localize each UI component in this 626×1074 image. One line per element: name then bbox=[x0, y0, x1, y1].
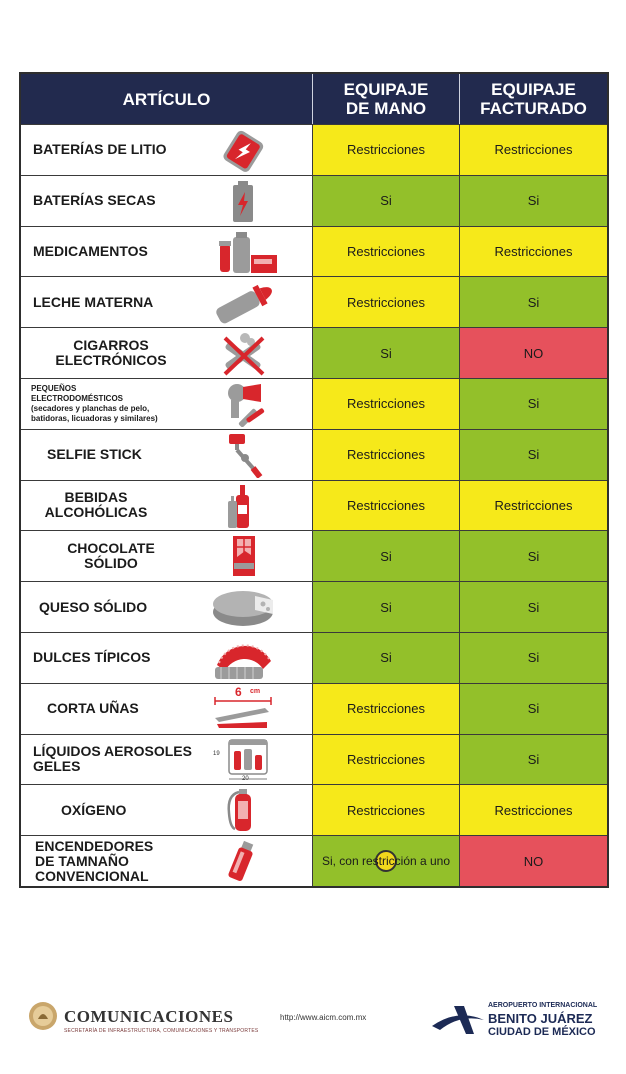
selfie-stick-icon bbox=[207, 432, 279, 478]
header-checked: EQUIPAJE FACTURADO bbox=[480, 80, 587, 118]
item-label: CHOCOLATE SÓLIDO bbox=[67, 540, 155, 572]
org-subtitle: SECRETARÍA DE INFRAESTRUCTURA, COMUNICACIONES Y TRANSPORTES bbox=[64, 1028, 259, 1034]
bottles-icon bbox=[207, 483, 279, 529]
table-row bbox=[21, 530, 607, 581]
item-cell bbox=[21, 227, 313, 277]
item-label: OXÍGENO bbox=[61, 801, 127, 818]
airport-line1: AEROPUERTO INTERNACIONAL bbox=[488, 1002, 598, 1009]
item-cell bbox=[21, 481, 313, 531]
item-label: QUESO SÓLIDO bbox=[39, 598, 148, 615]
checked-status: Si bbox=[460, 633, 607, 683]
checked-status: Si bbox=[460, 735, 607, 785]
website-link[interactable]: http://www.aicm.com.mx bbox=[280, 1013, 367, 1022]
table-row bbox=[21, 480, 607, 531]
item-label: SELFIE STICK bbox=[47, 446, 142, 463]
item-cell bbox=[21, 328, 313, 378]
bag-width: 20 bbox=[242, 775, 249, 782]
table-row bbox=[21, 175, 607, 226]
item-cell bbox=[21, 785, 313, 835]
carry-on-status bbox=[313, 836, 460, 886]
checked-status: Si bbox=[460, 430, 607, 480]
item-cell bbox=[21, 277, 313, 327]
carry-on-status: Restricciones bbox=[313, 125, 460, 175]
checked-status: Si bbox=[460, 582, 607, 632]
item-label: CORTA UÑAS bbox=[47, 700, 139, 717]
checked-status: Si bbox=[460, 531, 607, 581]
item-cell bbox=[21, 684, 313, 734]
carry-on-status: Restricciones bbox=[313, 277, 460, 327]
table-row bbox=[21, 734, 607, 785]
item-label: PEQUEÑOS ELECTRODOMÉSTICOS (secadores y planchas de pelo, batidoras, licuadoras y similares) bbox=[31, 383, 158, 423]
carry-on-status: Si bbox=[313, 531, 460, 581]
chocolate-icon bbox=[207, 533, 279, 579]
carry-on-status: Restricciones bbox=[313, 481, 460, 531]
carry-on-status: Restricciones bbox=[313, 735, 460, 785]
dry-battery-icon bbox=[207, 178, 279, 224]
checked-status: Restricciones bbox=[460, 481, 607, 531]
header-carry-on: EQUIPAJE DE MANO bbox=[313, 74, 460, 124]
oxygen-tank-icon bbox=[207, 787, 279, 833]
item-label: ENCENDEDORES DE TAMNAÑO CONVENCIONAL bbox=[35, 837, 154, 884]
airplane-logo-icon bbox=[430, 1000, 486, 1036]
item-label: CIGARROS ELECTRÓNICOS bbox=[55, 337, 167, 369]
table-row bbox=[21, 784, 607, 835]
lighter-icon bbox=[207, 838, 279, 884]
item-cell bbox=[21, 379, 313, 429]
carry-on-status: Si bbox=[313, 328, 460, 378]
table-row bbox=[21, 327, 607, 378]
checked-status: Restricciones bbox=[460, 785, 607, 835]
hair-dryer-icon bbox=[207, 381, 279, 427]
liquids-bag-icon bbox=[207, 737, 279, 783]
airport-line3: CIUDAD DE MÉXICO bbox=[488, 1026, 596, 1038]
nail-clipper-icon bbox=[207, 686, 279, 732]
carry-on-status: Si bbox=[313, 176, 460, 226]
carry-on-status: Restricciones bbox=[313, 785, 460, 835]
table-header bbox=[21, 74, 607, 124]
carry-on-status-text: Si, con restricción a uno bbox=[321, 854, 451, 869]
checked-status: Si bbox=[460, 176, 607, 226]
restrictions-table bbox=[19, 72, 609, 888]
comunicaciones-logo bbox=[28, 1001, 259, 1036]
footer bbox=[0, 996, 626, 1046]
checked-status: NO bbox=[460, 328, 607, 378]
table-row bbox=[21, 226, 607, 277]
table-row bbox=[21, 835, 607, 886]
item-cell bbox=[21, 836, 313, 886]
item-label: BATERÍAS DE LITIO bbox=[33, 141, 167, 158]
bag-height: 19 bbox=[213, 750, 220, 757]
item-label: BATERÍAS SECAS bbox=[33, 192, 156, 209]
item-label: DULCES TÍPICOS bbox=[33, 649, 151, 666]
item-cell bbox=[21, 176, 313, 226]
item-cell bbox=[21, 430, 313, 480]
item-label: LECHE MATERNA bbox=[33, 293, 154, 310]
medicine-icon bbox=[207, 229, 279, 275]
carry-on-status: Restricciones bbox=[313, 227, 460, 277]
seal-icon bbox=[28, 1001, 58, 1031]
carry-on-status: Restricciones bbox=[313, 430, 460, 480]
table-row bbox=[21, 632, 607, 683]
table-row bbox=[21, 429, 607, 480]
cheese-icon bbox=[207, 584, 279, 630]
item-cell bbox=[21, 735, 313, 785]
airport-line2: BENITO JUÁREZ bbox=[488, 1011, 593, 1026]
carry-on-status: Restricciones bbox=[313, 684, 460, 734]
header-article: ARTÍCULO bbox=[21, 74, 313, 124]
item-label: BEBIDAS ALCOHÓLICAS bbox=[44, 489, 148, 521]
checked-status: Restricciones bbox=[460, 125, 607, 175]
checked-status: Si bbox=[460, 684, 607, 734]
baby-bottle-icon bbox=[207, 279, 279, 325]
checked-status: Restricciones bbox=[460, 227, 607, 277]
item-cell bbox=[21, 531, 313, 581]
checked-status: NO bbox=[460, 836, 607, 886]
item-label: LÍQUIDOS AEROSOLES GELES bbox=[33, 743, 192, 775]
length-unit: cm bbox=[250, 687, 261, 695]
carry-on-status: Si bbox=[313, 582, 460, 632]
table-row bbox=[21, 124, 607, 175]
item-cell bbox=[21, 125, 313, 175]
sweets-icon bbox=[207, 635, 279, 681]
carry-on-status: Restricciones bbox=[313, 379, 460, 429]
table-row bbox=[21, 276, 607, 327]
item-cell bbox=[21, 582, 313, 632]
checked-status: Si bbox=[460, 379, 607, 429]
table-row bbox=[21, 683, 607, 734]
item-label: MEDICAMENTOS bbox=[33, 242, 148, 259]
lithium-battery-icon bbox=[207, 127, 279, 173]
table-row bbox=[21, 581, 607, 632]
length-value: 6 bbox=[235, 684, 242, 699]
table-row bbox=[21, 378, 607, 429]
e-cigarette-icon bbox=[207, 330, 279, 376]
aicm-logo bbox=[430, 1000, 598, 1041]
checked-status: Si bbox=[460, 277, 607, 327]
carry-on-status: Si bbox=[313, 633, 460, 683]
item-cell bbox=[21, 633, 313, 683]
org-name: COMUNICACIONES bbox=[64, 1007, 234, 1026]
